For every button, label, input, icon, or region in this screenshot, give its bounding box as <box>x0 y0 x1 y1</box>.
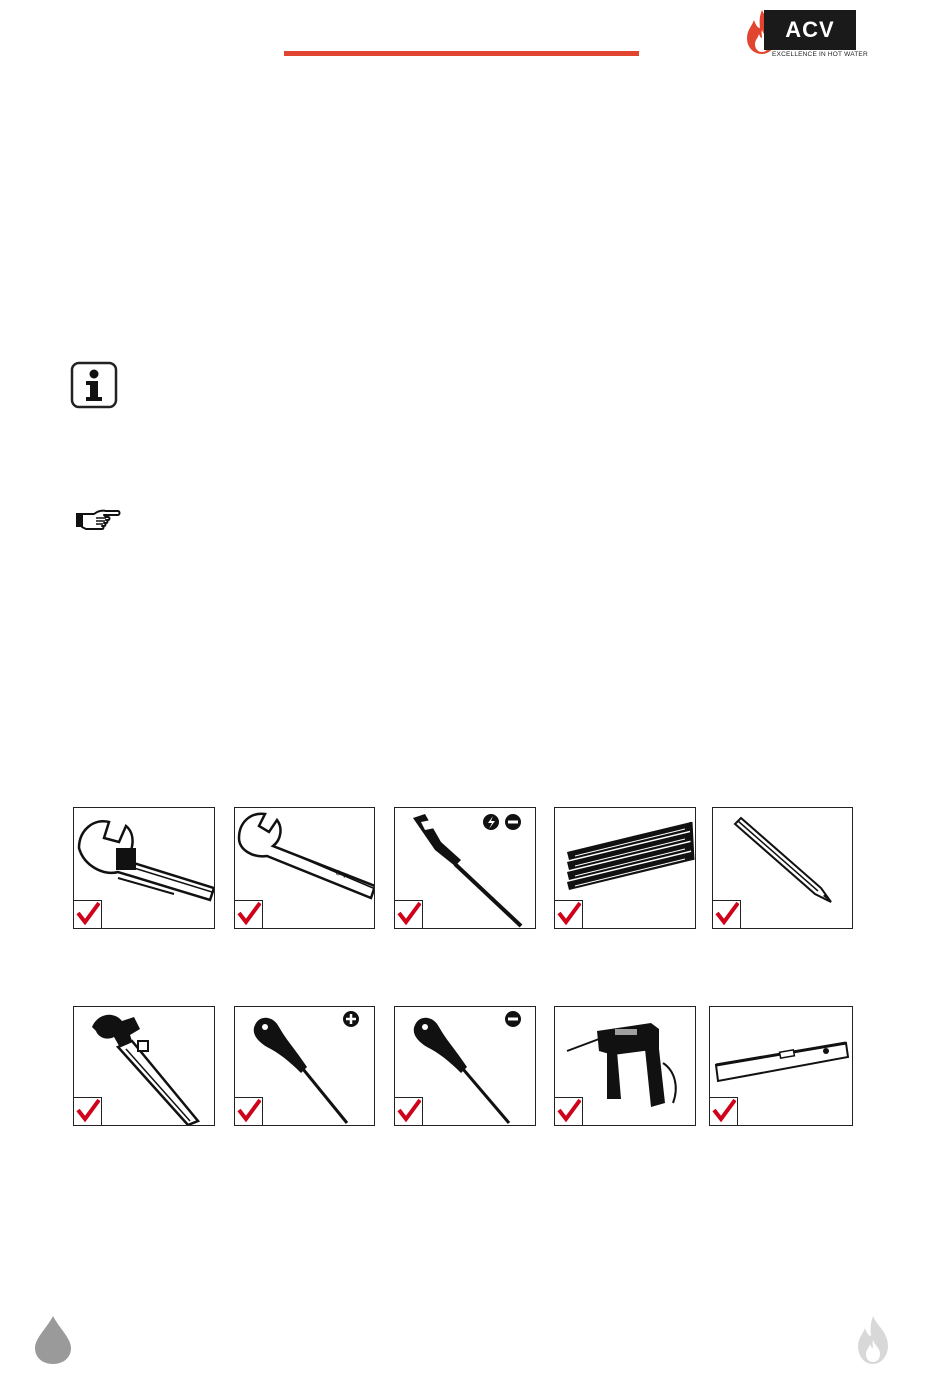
tool-folding-rule <box>554 807 696 929</box>
checkmark-icon <box>76 901 100 925</box>
tool-check <box>235 900 263 928</box>
tool-check <box>710 1097 738 1125</box>
tool-check <box>395 1097 423 1125</box>
checkmark-icon <box>712 1098 736 1122</box>
tool-insulated-screwdriver <box>394 807 536 929</box>
flame-icon <box>854 1314 892 1366</box>
svg-text:C-V: C-V <box>334 869 349 881</box>
logo-tagline: EXCELLENCE IN HOT WATER <box>772 51 868 58</box>
checkmark-icon <box>397 901 421 925</box>
tool-flat-screwdriver <box>394 1006 536 1126</box>
tool-power-drill <box>554 1006 696 1126</box>
tool-check <box>395 900 423 928</box>
tool-pencil <box>712 807 853 929</box>
tool-pipe-wrench <box>73 1006 215 1126</box>
checkmark-icon <box>237 901 261 925</box>
checkmark-icon <box>76 1098 100 1122</box>
tool-phillips-screwdriver <box>234 1006 375 1126</box>
tool-check <box>713 900 741 928</box>
checkmark-icon <box>557 901 581 925</box>
tool-check <box>555 900 583 928</box>
tool-check <box>74 1097 102 1125</box>
tool-check <box>74 900 102 928</box>
logo-brand: ACV <box>785 17 835 42</box>
tool-adjustable-wrench <box>73 807 215 929</box>
checkmark-icon <box>397 1098 421 1122</box>
tool-spirit-level <box>709 1006 853 1126</box>
checkmark-icon <box>557 1098 581 1122</box>
tool-check <box>555 1097 583 1125</box>
checkmark-icon <box>237 1098 261 1122</box>
tool-check <box>235 1097 263 1125</box>
water-drop-icon <box>33 1314 73 1366</box>
checkmark-icon <box>715 901 739 925</box>
tool-open-end-wrench <box>234 807 375 929</box>
